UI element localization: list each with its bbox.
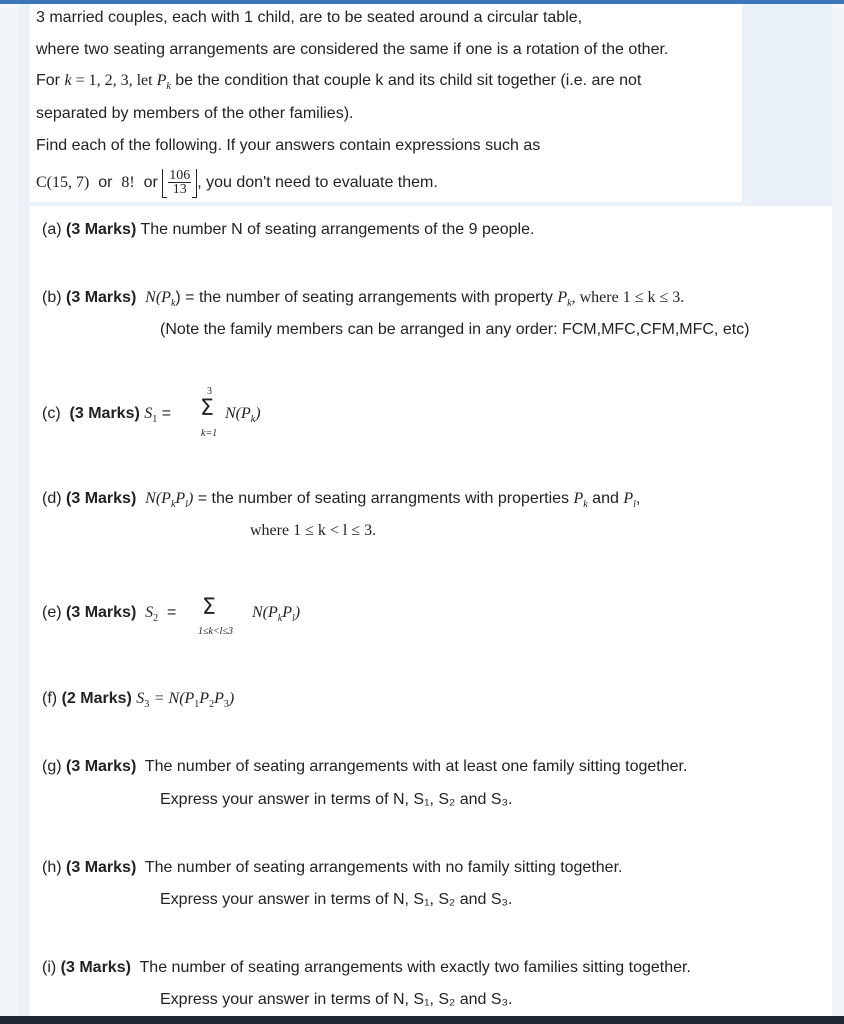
question-i-express: Express your answer in terms of N, S₁, S₂ and S₃.: [160, 991, 513, 1008]
sum-e-lower: 1≤k<l≤3: [198, 626, 233, 637]
intro-line-1: 3 married couples, each with 1 child, are to be seated around a circular table,: [36, 9, 583, 26]
questions-card: [30, 206, 832, 1018]
intro-line-3: For k = 1, 2, 3, let $P_k$ be the condition that couple k and its child sit together (i.e. are not: [36, 72, 642, 93]
question-b-note: (Note the family members can be arranged in any order: FCM,MFC,CFM,MFC, etc): [160, 321, 750, 338]
floor-fraction: $\frac{106}{13}$: [162, 169, 197, 196]
intro-line-6: C(15, 7) or 8! or $\frac{106}{13}$ , you don't need to evaluate them.: [36, 168, 438, 198]
question-e: (e) (3 Marks) $S_2$ =: [42, 604, 177, 625]
intro-line-4: separated by members of the other families).: [36, 105, 354, 122]
sum-e-expression: $N(P_kP_l)$: [252, 604, 301, 625]
intro-line-5: Find each of the following. If your answers contain expressions such as: [36, 137, 541, 154]
sum-e-sigma: Σ: [202, 595, 216, 620]
question-d-condition: where 1 ≤ k < l ≤ 3.: [250, 522, 377, 539]
right-margin: [832, 4, 844, 1018]
intro-line-2: where two seating arrangements are considered the same if one is a rotation of the other.: [36, 41, 669, 58]
question-i: (i) (3 Marks) The number of seating arrangements with exactly two families sitting together.: [42, 959, 691, 976]
question-f: (f) (2 Marks) $S_3 = N(P_1P_2P_3)$: [42, 690, 235, 711]
sum-c-upper: 3: [207, 386, 212, 397]
question-c: (c) (3 Marks) $S_1$ =: [42, 405, 172, 426]
sum-c-sigma: Σ: [200, 396, 214, 421]
taskbar-strip: [0, 1016, 844, 1024]
question-d: (d) (3 Marks) $N(P_kP_l)$ = the number of seating arrangments with properties $P_k$ and $P_l$,: [42, 490, 641, 511]
question-b: (b) (3 Marks) $N(P_k)$ = the number of seating arrangements with property $P_k$, where 1 ≤ k ≤ 3.: [42, 289, 685, 310]
question-a: (a) (3 Marks) The number N of seating arrangements of the 9 people.: [42, 221, 535, 238]
question-h-express: Express your answer in terms of N, S₁, S₂ and S₃.: [160, 891, 513, 908]
question-g-express: Express your answer in terms of N, S₁, S₂ and S₃.: [160, 791, 513, 808]
question-h: (h) (3 Marks) The number of seating arrangements with no family sitting together.: [42, 859, 623, 876]
sum-c-lower: k=1: [201, 428, 218, 439]
left-margin: [0, 4, 18, 1018]
problem-intro: [30, 4, 742, 202]
question-g: (g) (3 Marks) The number of seating arrangements with at least one family sitting together.: [42, 758, 688, 775]
sum-c-expression: $N(P_k)$: [225, 405, 261, 426]
